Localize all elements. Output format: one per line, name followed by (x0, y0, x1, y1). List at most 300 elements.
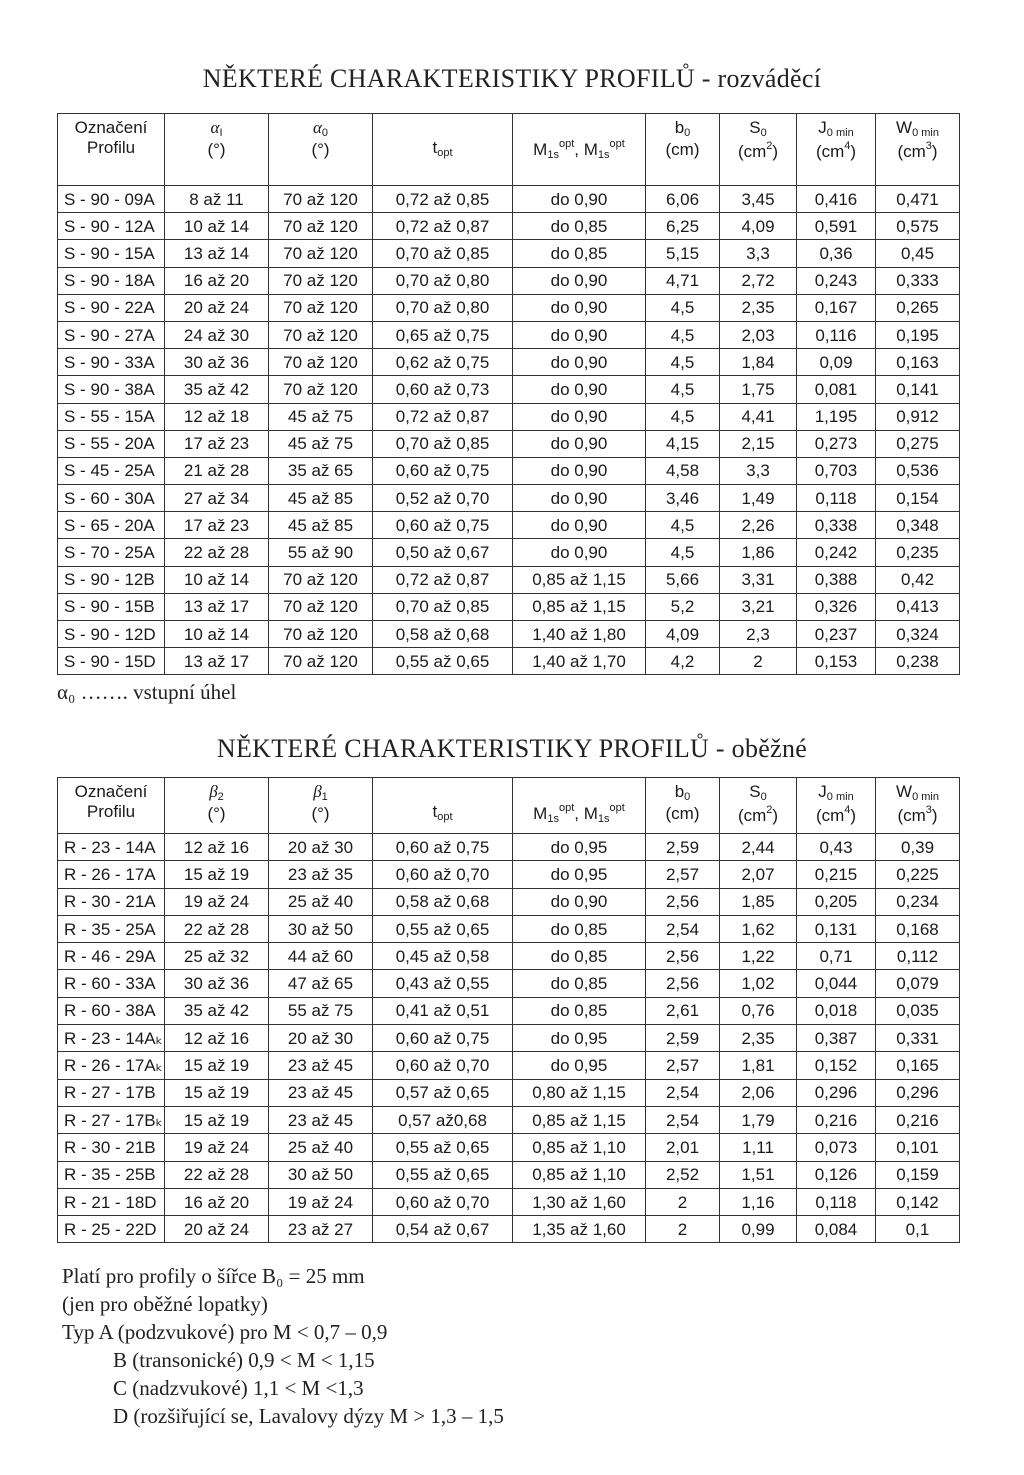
area-cell: 3,3 (720, 457, 797, 484)
mach-cell: 0,85 až 1,10 (513, 1161, 646, 1188)
angle2-cell: 30 až 50 (269, 915, 373, 942)
t-opt-cell: 0,70 až 0,80 (373, 267, 513, 294)
inertia-cell: 0,703 (797, 457, 876, 484)
angle2-cell: 70 až 120 (269, 186, 373, 213)
designation-cell: S - 90 - 18A (58, 267, 165, 294)
table-row (58, 1106, 960, 1133)
inertia-cell: 0,416 (797, 186, 876, 213)
t-opt-cell: 0,50 až 0,67 (373, 539, 513, 566)
designation-cell: R - 23 - 14A (58, 834, 165, 861)
inertia-cell: 0,296 (797, 1079, 876, 1106)
chord-subscript: 0 (684, 791, 691, 803)
table-row (58, 186, 960, 213)
chord-cell: 2,57 (646, 861, 720, 888)
mach-cell: 1,30 až 1,60 (513, 1188, 646, 1215)
mach-b-subscript: 1s (597, 149, 610, 161)
t-opt-cell: 0,58 až 0,68 (373, 621, 513, 648)
chord-cell: 2,56 (646, 943, 720, 970)
chord-symbol: b (674, 118, 685, 137)
angle1-cell: 17 až 23 (165, 512, 269, 539)
chord-cell: 2,54 (646, 915, 720, 942)
inertia-cell: 0,118 (797, 485, 876, 512)
angle1-cell: 13 až 14 (165, 240, 269, 267)
t-opt-cell: 0,60 až 0,70 (373, 1188, 513, 1215)
inertia-cell: 0,237 (797, 621, 876, 648)
ang1-symbol: α (210, 118, 220, 137)
t-opt-cell: 0,72 až 0,87 (373, 403, 513, 430)
area-cell: 1,22 (720, 943, 797, 970)
mach-cell: do 0,95 (513, 1052, 646, 1079)
modulus-subscript: 0 min (912, 791, 939, 803)
angle1-cell: 10 až 14 (165, 621, 269, 648)
modulus-cell: 0,42 (876, 566, 960, 593)
mach-cell: do 0,85 (513, 943, 646, 970)
table1-title: NĚKTERÉ CHARAKTERISTIKY PROFILŮ - rozváděcí (202, 64, 822, 93)
mach-cell: do 0,85 (513, 915, 646, 942)
designation-cell: S - 90 - 15B (58, 593, 165, 620)
modulus-unit (897, 804, 937, 826)
area-cell: 1,85 (720, 888, 797, 915)
angle2-cell: 35 až 65 (269, 457, 373, 484)
chord-cell: 6,06 (646, 186, 720, 213)
angle1-cell: 20 až 24 (165, 294, 269, 321)
angle1-cell: 10 až 14 (165, 566, 269, 593)
chord-cell: 2 (646, 1188, 720, 1215)
area-cell: 1,51 (720, 1161, 797, 1188)
inertia-cell: 0,205 (797, 888, 876, 915)
mach-a-symbol: M (533, 804, 548, 823)
modulus-cell: 0,413 (876, 593, 960, 620)
mach-separator: , (574, 804, 584, 823)
table-row (58, 1188, 960, 1215)
t-opt-cell: 0,55 až 0,65 (373, 915, 513, 942)
mach-cell: 0,85 až 1,15 (513, 566, 646, 593)
table-row (58, 267, 960, 294)
mach-cell: do 0,85 (513, 997, 646, 1024)
inertia-cell: 0,36 (797, 240, 876, 267)
angle2-cell: 20 až 30 (269, 834, 373, 861)
table-row (58, 915, 960, 942)
mach-b-symbol: M (583, 804, 598, 823)
modulus-unit-pre: (cm (897, 142, 926, 162)
inertia-cell: 0,591 (797, 213, 876, 240)
angle1-cell: 19 až 24 (165, 1134, 269, 1161)
mach-cell: do 0,95 (513, 1025, 646, 1052)
mach-cell: do 0,90 (513, 512, 646, 539)
t-opt-cell: 0,70 až 0,80 (373, 294, 513, 321)
inertia-cell: 0,116 (797, 321, 876, 348)
inertia-cell: 0,43 (797, 834, 876, 861)
t-opt-label (432, 138, 452, 160)
angle1-cell: 25 až 32 (165, 943, 269, 970)
t-opt-cell: 0,43 až 0,55 (373, 970, 513, 997)
table2-title: NĚKTERÉ CHARAKTERISTIKY PROFILŮ - oběžné (216, 734, 808, 763)
area-cell: 3,31 (720, 566, 797, 593)
inertia-unit-exp: 4 (844, 140, 851, 153)
area-unit-exp: 2 (766, 804, 773, 817)
table-row (58, 485, 960, 512)
area-cell: 1,79 (720, 1106, 797, 1133)
ang2-subscript: 1 (321, 791, 328, 803)
area-cell: 3,21 (720, 593, 797, 620)
chord-cell: 4,5 (646, 403, 720, 430)
modulus-cell: 0,324 (876, 621, 960, 648)
area-cell: 2,03 (720, 321, 797, 348)
angle2-cell: 70 až 120 (269, 267, 373, 294)
header-inertia (797, 114, 876, 186)
angle1-cell: 13 až 17 (165, 648, 269, 675)
table-row (58, 512, 960, 539)
header-designation-line1: Označení (74, 118, 148, 137)
angle2-cell: 20 až 30 (269, 1025, 373, 1052)
modulus-cell: 0,035 (876, 997, 960, 1024)
mach-cell: do 0,90 (513, 376, 646, 403)
t-opt-label (432, 802, 452, 824)
note-type-a: Typ A (podzvukové) pro M < 0,7 – 0,9 (62, 1320, 388, 1344)
modulus-cell: 0,1 (876, 1216, 960, 1243)
modulus-cell: 0,275 (876, 430, 960, 457)
chord-cell: 2,54 (646, 1106, 720, 1133)
modulus-cell: 0,348 (876, 512, 960, 539)
area-cell: 2 (720, 648, 797, 675)
ang2-symbol: α (312, 118, 322, 137)
table-row (58, 376, 960, 403)
t-opt-cell: 0,60 až 0,75 (373, 512, 513, 539)
table-row (58, 621, 960, 648)
area-subscript: 0 (760, 127, 767, 139)
designation-cell: S - 90 - 27A (58, 321, 165, 348)
t-opt-cell: 0,57 až 0,65 (373, 1079, 513, 1106)
chord-cell: 2,52 (646, 1161, 720, 1188)
designation-cell: S - 90 - 12D (58, 621, 165, 648)
angle2-cell: 45 až 75 (269, 403, 373, 430)
mach-a-symbol: M (533, 140, 548, 159)
table-row (58, 834, 960, 861)
chord-cell: 2,56 (646, 970, 720, 997)
ang1-subscript: 2 (217, 791, 224, 803)
inertia-cell: 0,018 (797, 997, 876, 1024)
t-opt-cell: 0,72 až 0,85 (373, 186, 513, 213)
area-cell: 2,35 (720, 1025, 797, 1052)
t-opt-cell: 0,55 až 0,65 (373, 1134, 513, 1161)
area-cell: 2,07 (720, 861, 797, 888)
mach-cell: do 0,90 (513, 294, 646, 321)
modulus-cell: 0,141 (876, 376, 960, 403)
angle1-cell: 35 až 42 (165, 997, 269, 1024)
mach-cell: do 0,90 (513, 321, 646, 348)
chord-cell: 2 (646, 1216, 720, 1243)
designation-cell: R - 60 - 38A (58, 997, 165, 1024)
area-unit-exp: 2 (766, 140, 773, 153)
modulus-cell: 0,575 (876, 213, 960, 240)
angle1-cell: 12 až 16 (165, 834, 269, 861)
designation-cell: R - 46 - 29A (58, 943, 165, 970)
inertia-unit-pre: (cm (815, 806, 845, 826)
area-cell: 2,72 (720, 267, 797, 294)
designation-cell: R - 30 - 21B (58, 1134, 165, 1161)
modulus-unit-exp: 3 (925, 804, 932, 817)
chord-cell: 2,59 (646, 834, 720, 861)
angle1-cell: 27 až 34 (165, 485, 269, 512)
area-cell: 3,45 (720, 186, 797, 213)
mach-cell: 0,85 až 1,10 (513, 1134, 646, 1161)
modulus-symbol: W (896, 782, 913, 801)
mach-a-superscript: opt (558, 802, 575, 814)
angle1-cell: 12 až 18 (165, 403, 269, 430)
inertia-cell: 1,195 (797, 403, 876, 430)
table-row (58, 566, 960, 593)
mach-b-superscript: opt (609, 802, 625, 814)
table-row (58, 943, 960, 970)
table-row (58, 997, 960, 1024)
ang1-unit: (°) (207, 140, 226, 160)
inertia-symbol: J (818, 118, 827, 137)
header-ang1 (165, 778, 269, 834)
area-cell: 1,02 (720, 970, 797, 997)
table-row (58, 648, 960, 675)
angle1-cell: 22 až 28 (165, 915, 269, 942)
angle2-cell: 45 až 85 (269, 512, 373, 539)
table-row (58, 1216, 960, 1243)
modulus-cell: 0,154 (876, 485, 960, 512)
inertia-cell: 0,044 (797, 970, 876, 997)
designation-cell: R - 27 - 17Bₖ (58, 1106, 165, 1133)
header-inertia (797, 778, 876, 834)
designation-cell: S - 90 - 33A (58, 349, 165, 376)
angle1-cell: 30 až 36 (165, 970, 269, 997)
modulus-cell: 0,165 (876, 1052, 960, 1079)
t-opt-cell: 0,41 až 0,51 (373, 997, 513, 1024)
header-t-opt (373, 114, 513, 186)
designation-cell: R - 35 - 25A (58, 915, 165, 942)
table-row (58, 403, 960, 430)
modulus-cell: 0,238 (876, 648, 960, 675)
header-area (720, 114, 797, 186)
inertia-cell: 0,387 (797, 1025, 876, 1052)
area-cell: 1,75 (720, 376, 797, 403)
angle2-cell: 47 až 65 (269, 970, 373, 997)
area-symbol: S (749, 118, 761, 137)
chord-cell: 4,5 (646, 512, 720, 539)
area-subscript: 0 (760, 791, 767, 803)
mach-cell: do 0,90 (513, 888, 646, 915)
angle2-cell: 70 až 120 (269, 213, 373, 240)
inertia-unit-post: ) (850, 806, 857, 826)
chord-cell: 2,56 (646, 888, 720, 915)
modulus-unit-exp: 3 (925, 140, 932, 153)
chord-cell: 4,2 (646, 648, 720, 675)
area-cell: 1,16 (720, 1188, 797, 1215)
mach-cell: do 0,90 (513, 539, 646, 566)
modulus-unit-post: ) (931, 806, 938, 826)
header-ang2 (269, 114, 373, 186)
table-row (58, 321, 960, 348)
area-cell: 0,99 (720, 1216, 797, 1243)
chord-cell: 4,09 (646, 621, 720, 648)
t-opt-cell: 0,70 až 0,85 (373, 593, 513, 620)
modulus-cell: 0,168 (876, 915, 960, 942)
mach-cell: 0,85 až 1,15 (513, 1106, 646, 1133)
chord-cell: 2,61 (646, 997, 720, 1024)
inertia-cell: 0,118 (797, 1188, 876, 1215)
table-row (58, 213, 960, 240)
t-opt-cell: 0,55 až 0,65 (373, 648, 513, 675)
mach-separator: , (574, 140, 584, 159)
designation-cell: R - 30 - 21A (58, 888, 165, 915)
chord-cell: 4,5 (646, 376, 720, 403)
ang1-symbol: β (209, 782, 218, 801)
angle2-cell: 44 až 60 (269, 943, 373, 970)
header-designation (58, 114, 165, 186)
header-designation-line2: Profilu (86, 138, 136, 158)
header-row (58, 778, 960, 834)
angle2-cell: 25 až 40 (269, 1134, 373, 1161)
area-cell: 1,62 (720, 915, 797, 942)
chord-cell: 4,71 (646, 267, 720, 294)
modulus-cell: 0,536 (876, 457, 960, 484)
t-opt-cell: 0,65 až 0,75 (373, 321, 513, 348)
area-unit-pre: (cm (737, 806, 767, 826)
chord-cell: 4,58 (646, 457, 720, 484)
angle1-cell: 8 až 11 (165, 186, 269, 213)
inertia-cell: 0,71 (797, 943, 876, 970)
angle2-cell: 23 až 45 (269, 1106, 373, 1133)
chord-unit: (cm) (665, 804, 700, 824)
chord-cell: 6,25 (646, 213, 720, 240)
designation-cell: R - 27 - 17B (58, 1079, 165, 1106)
area-cell: 3,3 (720, 240, 797, 267)
area-cell: 1,81 (720, 1052, 797, 1079)
designation-cell: R - 26 - 17Aₖ (58, 1052, 165, 1079)
t-opt-cell: 0,60 až 0,75 (373, 1025, 513, 1052)
designation-cell: R - 25 - 22D (58, 1216, 165, 1243)
angle2-cell: 70 až 120 (269, 566, 373, 593)
table-row (58, 240, 960, 267)
ang2-unit: (°) (311, 804, 330, 824)
mach-a-superscript: opt (558, 138, 575, 150)
t-opt-cell: 0,60 až 0,73 (373, 376, 513, 403)
mach-cell: do 0,90 (513, 430, 646, 457)
modulus-cell: 0,912 (876, 403, 960, 430)
chord-cell: 3,46 (646, 485, 720, 512)
inertia-cell: 0,167 (797, 294, 876, 321)
modulus-cell: 0,471 (876, 186, 960, 213)
area-cell: 1,84 (720, 349, 797, 376)
inertia-subscript: 0 min (826, 791, 854, 803)
designation-cell: S - 60 - 30A (58, 485, 165, 512)
t-opt-cell: 0,72 až 0,87 (373, 566, 513, 593)
table-row (58, 349, 960, 376)
area-cell: 4,09 (720, 213, 797, 240)
inertia-cell: 0,388 (797, 566, 876, 593)
t-opt-cell: 0,70 až 0,85 (373, 240, 513, 267)
angle1-cell: 35 až 42 (165, 376, 269, 403)
angle1-cell: 16 až 20 (165, 267, 269, 294)
table-row (58, 1134, 960, 1161)
mach-cell: 1,35 až 1,60 (513, 1216, 646, 1243)
designation-cell: S - 90 - 38A (58, 376, 165, 403)
area-cell: 1,86 (720, 539, 797, 566)
t-opt-cell: 0,70 až 0,85 (373, 430, 513, 457)
header-chord (646, 778, 720, 834)
ang2-symbol: β (313, 782, 322, 801)
header-modulus (876, 114, 960, 186)
inertia-unit (816, 804, 856, 826)
ang2-subscript: 0 (321, 127, 329, 139)
angle2-cell: 70 až 120 (269, 240, 373, 267)
area-unit-post: ) (772, 142, 779, 162)
rotor-profiles-table (57, 777, 960, 1243)
designation-cell: S - 90 - 12B (58, 566, 165, 593)
chord-cell: 4,5 (646, 294, 720, 321)
table-row (58, 1161, 960, 1188)
designation-cell: R - 26 - 17A (58, 861, 165, 888)
table-row (58, 430, 960, 457)
modulus-unit-post: ) (931, 142, 938, 162)
inertia-cell: 0,273 (797, 430, 876, 457)
mach-cell: do 0,90 (513, 457, 646, 484)
angle1-cell: 21 až 28 (165, 457, 269, 484)
designation-cell: S - 70 - 25A (58, 539, 165, 566)
modulus-cell: 0,159 (876, 1161, 960, 1188)
inertia-cell: 0,338 (797, 512, 876, 539)
angle1-cell: 24 až 30 (165, 321, 269, 348)
chord-unit: (cm) (665, 140, 700, 160)
chord-subscript: 0 (684, 127, 691, 139)
table-row (58, 1025, 960, 1052)
modulus-cell: 0,142 (876, 1188, 960, 1215)
angle2-cell: 23 až 45 (269, 1052, 373, 1079)
modulus-cell: 0,45 (876, 240, 960, 267)
chord-cell: 2,57 (646, 1052, 720, 1079)
mach-cell: do 0,85 (513, 213, 646, 240)
inertia-cell: 0,126 (797, 1161, 876, 1188)
designation-cell: S - 55 - 20A (58, 430, 165, 457)
angle2-cell: 70 až 120 (269, 294, 373, 321)
inertia-cell: 0,153 (797, 648, 876, 675)
inertia-subscript: 0 min (826, 127, 854, 139)
angle1-cell: 15 až 19 (165, 1079, 269, 1106)
designation-cell: S - 90 - 12A (58, 213, 165, 240)
mach-a-subscript: 1s (547, 149, 559, 161)
area-cell: 2,3 (720, 621, 797, 648)
t-opt-cell: 0,72 až 0,87 (373, 213, 513, 240)
header-area (720, 778, 797, 834)
angle2-cell: 70 až 120 (269, 593, 373, 620)
angle2-cell: 45 až 75 (269, 430, 373, 457)
header-mach (513, 114, 646, 186)
designation-cell: S - 55 - 15A (58, 403, 165, 430)
chord-cell: 4,5 (646, 539, 720, 566)
inertia-unit-exp: 4 (844, 804, 851, 817)
chord-cell: 4,15 (646, 430, 720, 457)
t-opt-cell: 0,60 až 0,70 (373, 861, 513, 888)
header-designation (58, 778, 165, 834)
angle2-cell: 19 až 24 (269, 1188, 373, 1215)
mach-b-superscript: opt (609, 138, 625, 150)
inertia-cell: 0,243 (797, 267, 876, 294)
inertia-cell: 0,215 (797, 861, 876, 888)
chord-cell: 2,59 (646, 1025, 720, 1052)
t-opt-cell: 0,58 až 0,68 (373, 888, 513, 915)
table-row (58, 457, 960, 484)
alpha-note: α₀ ……. vstupní úhel (57, 680, 237, 704)
mach-label (533, 138, 625, 162)
angle1-cell: 17 až 23 (165, 430, 269, 457)
angle2-cell: 45 až 85 (269, 485, 373, 512)
angle2-cell: 70 až 120 (269, 376, 373, 403)
area-unit (738, 140, 778, 162)
